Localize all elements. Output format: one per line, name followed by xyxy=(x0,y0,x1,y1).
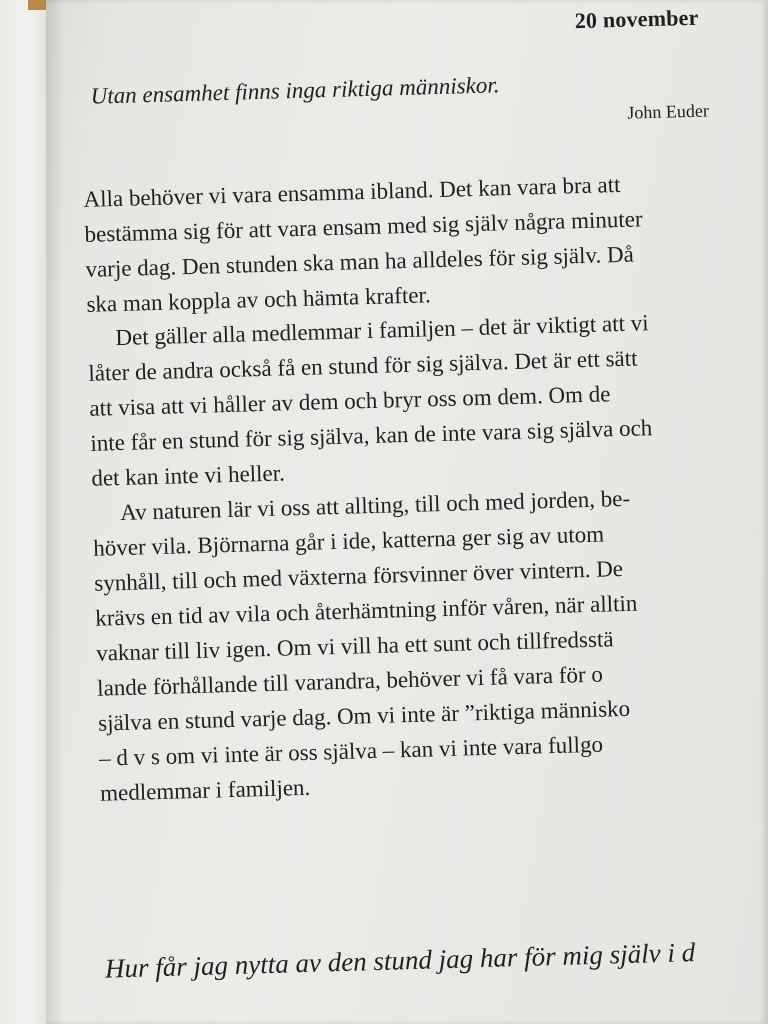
text-line: krävs en tid av vila och återhämtning inför våren, när alltin xyxy=(94,590,638,631)
text-line: höver vila. Björnarna går i ide, katterna ger sig av utom xyxy=(92,521,605,561)
reflection-question: Hur får jag nytta av den stund jag har för mig själv i d xyxy=(104,937,696,984)
paragraph xyxy=(92,481,643,811)
text-line: det kan inte vi heller. xyxy=(91,460,286,491)
binding-shadow xyxy=(46,0,64,1024)
text-line: varje dag. Den stunden ska man ha alldeles för sig själv. Då xyxy=(85,241,635,282)
adjacent-page-edge xyxy=(0,0,52,1024)
page-text xyxy=(78,0,768,1024)
paragraph xyxy=(87,305,654,496)
text-line: Det gäller alla medlemmar i familjen – det är viktigt att vi xyxy=(115,310,649,351)
text-line: låter de andra också få en stund för sig själva. Det är ett sätt xyxy=(88,345,638,386)
text-line: Av naturen lär vi oss att allting, till och med jorden, be- xyxy=(119,485,631,526)
text-line: ska man koppla av och hämta krafter. xyxy=(86,282,431,317)
text-line: inte får en stund för sig själva, kan de inte vara sig själva och xyxy=(90,415,653,456)
paragraph xyxy=(83,166,645,322)
text-line: att visa att vi håller av dem och bryr oss om dem. Om de xyxy=(89,381,611,421)
epigraph-author: John Euder xyxy=(627,100,710,123)
page-date: 20 november xyxy=(574,4,699,34)
text-line: medlemmar i familjen. xyxy=(99,774,311,806)
text-line: själva en stund varje dag. Om vi inte är ”riktiga människo xyxy=(97,695,631,736)
text-line: vaknar till liv igen. Om vi vill ha ett sunt och tillfredsstä xyxy=(95,626,614,666)
text-line: bestämma sig för att vara ensam med sig själv några minuter xyxy=(84,206,643,247)
text-line: synhåll, till och med växterna försvinner över vintern. De xyxy=(93,556,624,596)
text-line: Alla behöver vi vara ensamma ibland. Det kan vara bra att xyxy=(83,171,621,212)
text-line: lande förhållande till varandra, behöver vi få vara för o xyxy=(96,661,604,701)
text-line: – d v s om vi inte är oss själva – kan vi inte vara fullgo xyxy=(98,731,604,771)
epigraph-quote: Utan ensamhet finns inga riktiga människor. xyxy=(90,72,500,109)
book-page xyxy=(46,0,768,1024)
